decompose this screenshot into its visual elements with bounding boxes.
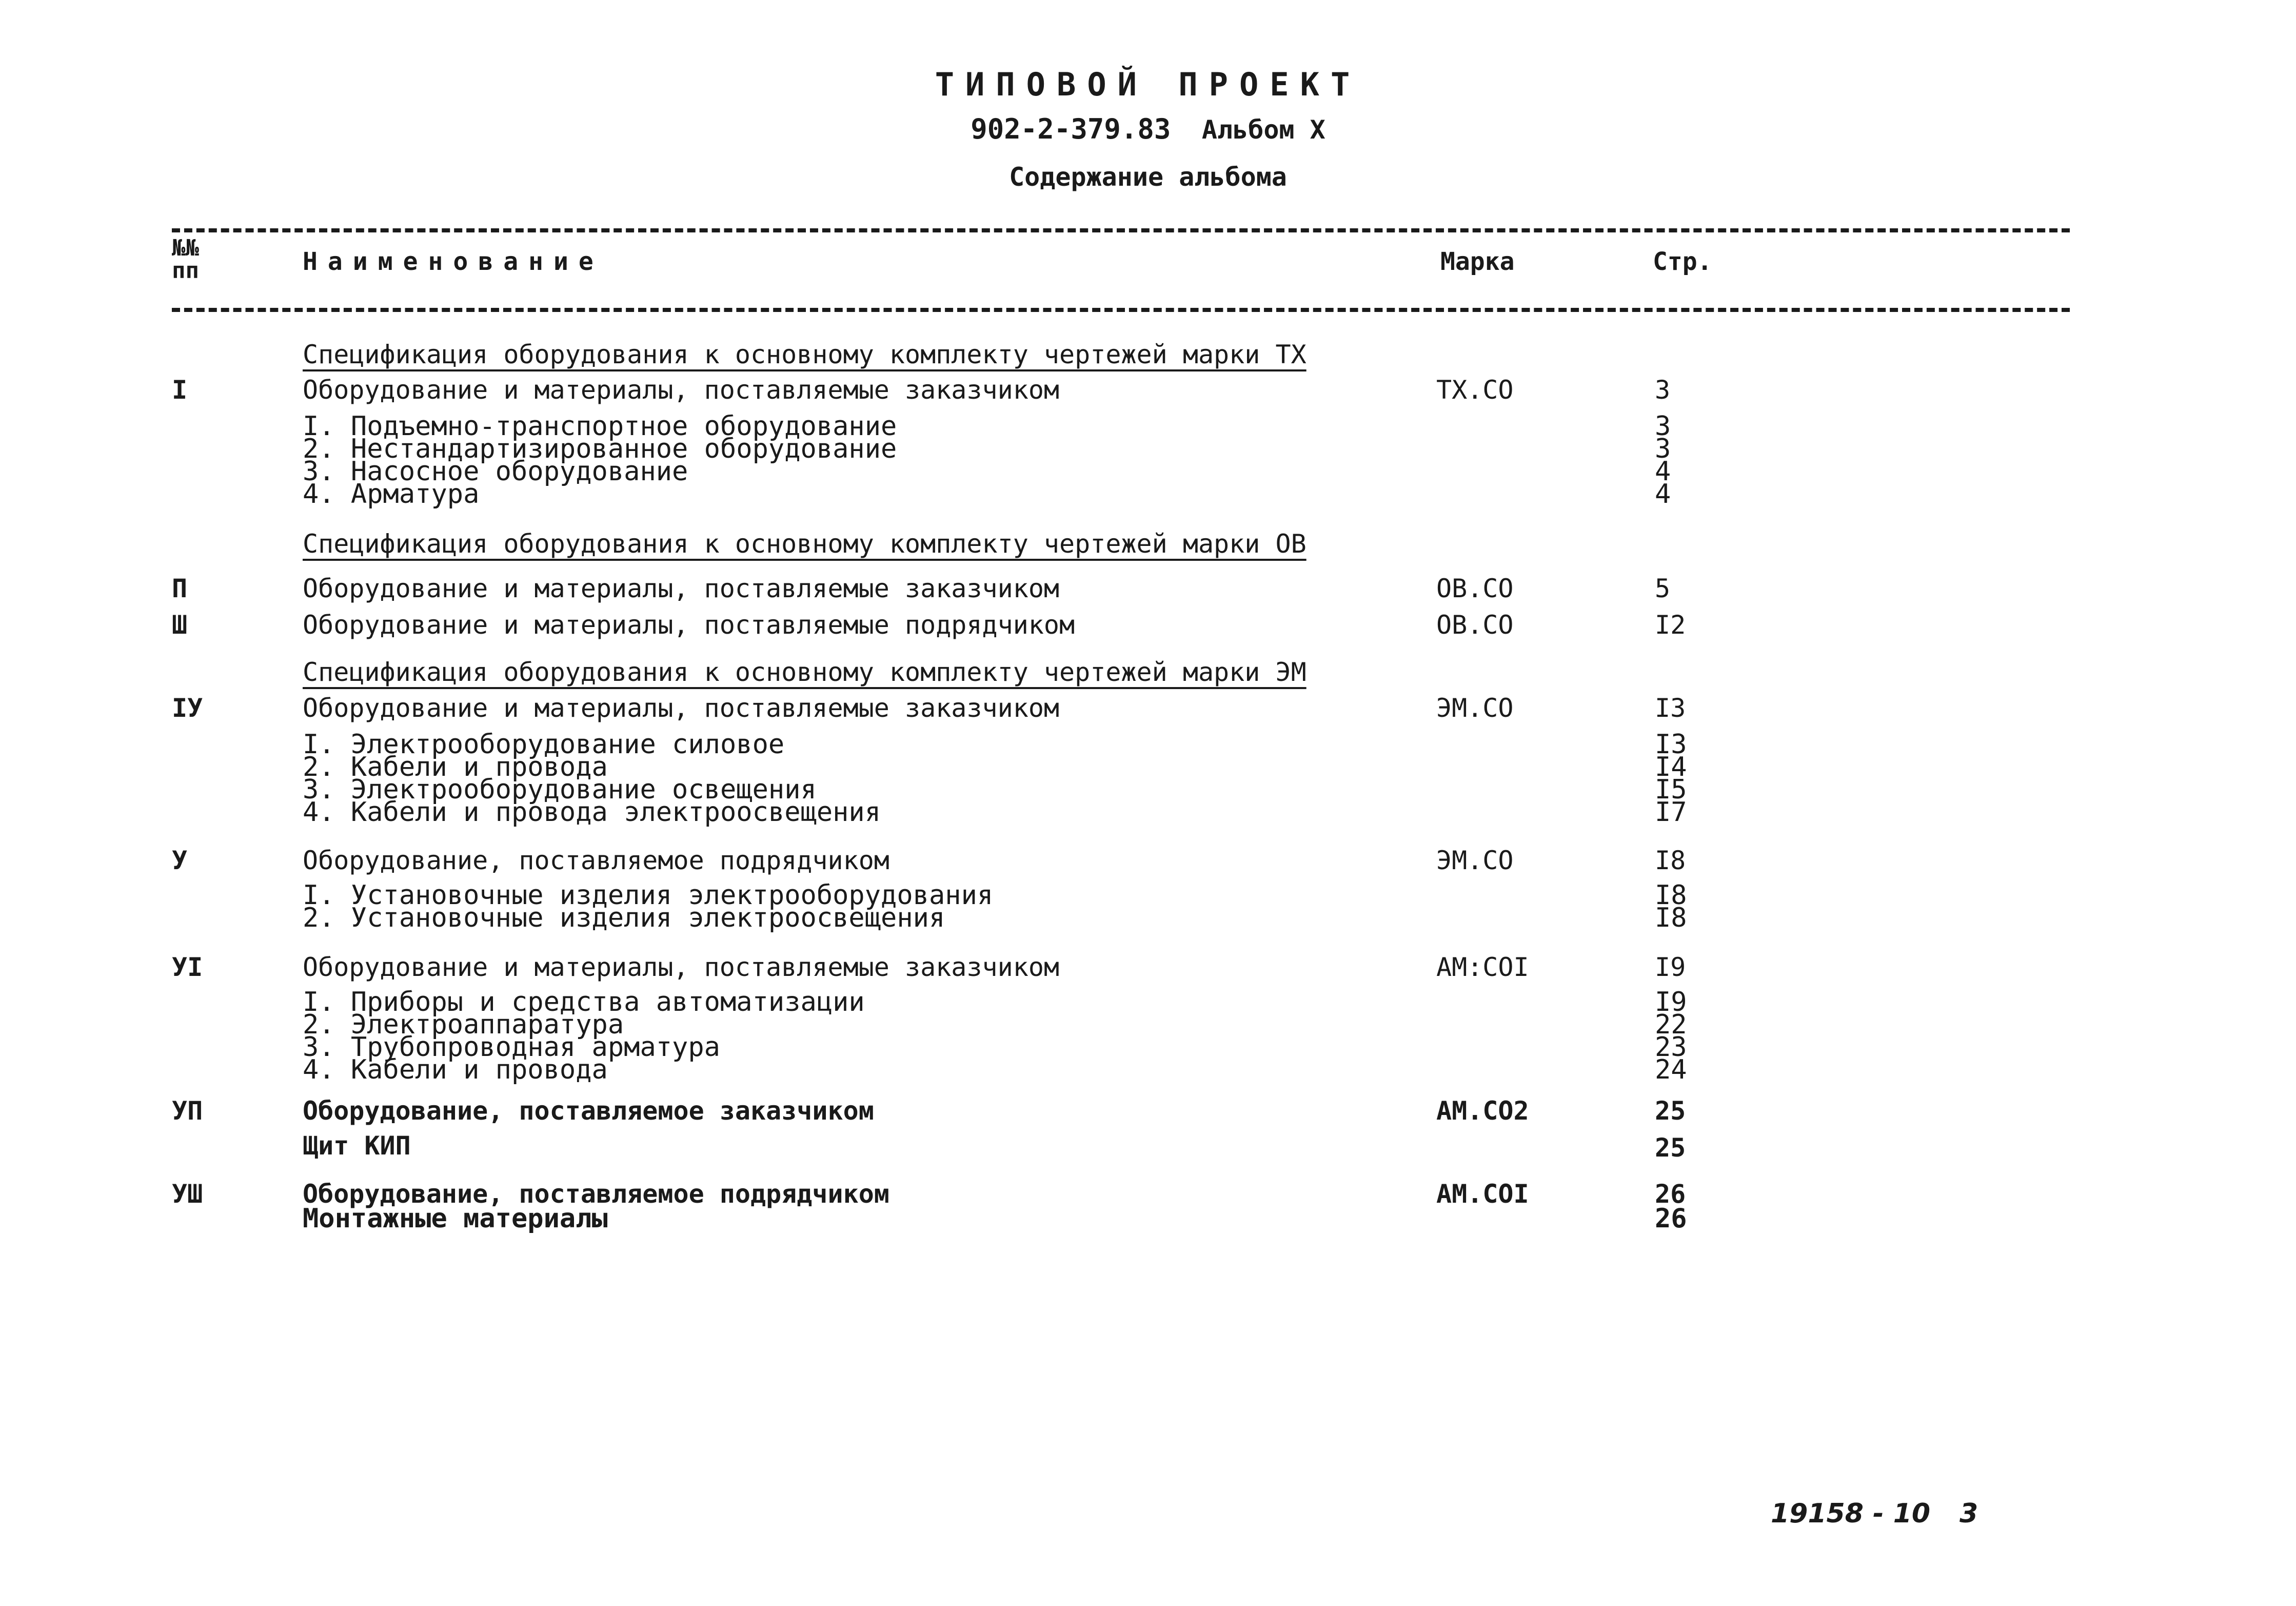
sub-item: 4. Арматура — [303, 479, 480, 510]
sub-item: Щит КИП — [303, 1131, 411, 1161]
section-heading-em: Спецификация оборудования к основному комплекту чертежей марки ЭМ — [303, 657, 1307, 687]
row-number: I — [172, 375, 188, 405]
row-mark: АМ.СОI — [1436, 1179, 1529, 1209]
row-page: I9 — [1655, 952, 1686, 982]
row-name: Оборудование и материалы, поставляемые заказчиком — [303, 375, 1060, 405]
row-name: Оборудование, поставляемое подрядчиком — [303, 846, 889, 875]
document-title: ТИПОВОЙ ПРОЕКТ — [935, 66, 1361, 103]
column-header-name: Наименование — [303, 247, 604, 276]
sub-item-page: 4 — [1655, 456, 1671, 487]
row-mark: ОВ.СО — [1436, 574, 1514, 603]
row-number: IУ — [172, 693, 203, 723]
sub-item: 4. Кабели и провода — [303, 1054, 608, 1085]
sub-item-page: 22 — [1655, 1009, 1687, 1040]
row-name: Оборудование и материалы, поставляемые заказчиком — [303, 693, 1060, 723]
row-mark: АМ:СОI — [1436, 952, 1529, 982]
sub-item: 2. Кабели и провода — [303, 752, 608, 782]
row-mark: ОВ.СО — [1436, 610, 1514, 640]
row-number: УП — [172, 1096, 203, 1126]
sub-item-page: 3 — [1655, 434, 1671, 464]
row-name: Оборудование, поставляемое подрядчиком — [303, 1179, 889, 1209]
row-mark: АМ.СО2 — [1436, 1096, 1529, 1126]
sub-item-page: 26 — [1655, 1203, 1687, 1234]
column-header-number: №№ пп — [172, 235, 199, 284]
sub-item-page: I9 — [1655, 987, 1687, 1017]
row-number: П — [172, 574, 188, 603]
row-page: I2 — [1655, 610, 1686, 640]
row-mark: ЭМ.СО — [1436, 693, 1514, 723]
row-mark: ЭМ.СО — [1436, 846, 1514, 875]
sub-item-page: I5 — [1655, 774, 1687, 805]
document-code: 19158 - 10 — [1771, 1498, 1931, 1529]
sub-item: 3. Электрооборудование освещения — [303, 774, 817, 805]
sub-item-page: 23 — [1655, 1032, 1687, 1063]
sub-item: I. Электрооборудование силовое — [303, 729, 785, 760]
project-code: 902-2-379.83 — [971, 113, 1171, 145]
sub-item: I. Приборы и средства автоматизации — [303, 987, 865, 1017]
row-number: У — [172, 846, 188, 875]
section-heading-tx: Спецификация оборудования к основному комплекту чертежей марки ТХ — [303, 340, 1307, 369]
page-number: 3 — [1959, 1498, 1978, 1529]
column-header-page: Стр. — [1653, 247, 1712, 276]
sub-item: 3. Насосное оборудование — [303, 456, 688, 487]
row-name: Оборудование и материалы, поставляемые подрядчиком — [303, 610, 1075, 640]
sub-item: 4. Кабели и провода электроосвещения — [303, 797, 881, 828]
section-heading-ov: Спецификация оборудования к основному комплекту чертежей марки ОВ — [303, 529, 1307, 559]
sub-item: 2. Нестандартизированное оборудование — [303, 434, 897, 464]
album-label: Альбом Х — [1201, 115, 1325, 145]
row-page: 26 — [1655, 1179, 1686, 1209]
column-header-mark: Марка — [1440, 247, 1515, 276]
sub-item-page: I7 — [1655, 797, 1687, 828]
sub-item: 2. Электроаппаратура — [303, 1009, 624, 1040]
row-mark: ТХ.СО — [1436, 375, 1514, 405]
sub-item-page: I8 — [1655, 880, 1687, 911]
project-code-line — [0, 113, 2296, 145]
row-number: Ш — [172, 610, 188, 640]
row-page: I3 — [1655, 693, 1686, 723]
sub-item-page: 3 — [1655, 411, 1671, 442]
sub-item-page: I4 — [1655, 752, 1687, 782]
row-name: Оборудование, поставляемое заказчиком — [303, 1096, 874, 1126]
row-page: 3 — [1655, 375, 1671, 405]
sub-item: 3. Трубопроводная арматура — [303, 1032, 720, 1063]
row-name: Оборудование и материалы, поставляемые заказчиком — [303, 952, 1060, 982]
sub-item: Монтажные материалы — [303, 1203, 608, 1234]
sub-item: 2. Установочные изделия электроосвещения — [303, 903, 945, 933]
sub-item: I. Подъемно-транспортное оборудование — [303, 411, 897, 442]
row-number: УI — [172, 952, 203, 982]
row-page: 5 — [1655, 574, 1671, 603]
sub-item-page: 25 — [1655, 1133, 1686, 1163]
sub-item-page: 4 — [1655, 479, 1671, 510]
row-page: 25 — [1655, 1096, 1686, 1126]
sub-item-page: I3 — [1655, 729, 1687, 760]
sub-item-page: 24 — [1655, 1054, 1687, 1085]
sub-item: I. Установочные изделия электрооборудования — [303, 880, 994, 911]
header-top-divider — [172, 228, 2070, 232]
header-bottom-divider — [172, 308, 2070, 312]
row-page: I8 — [1655, 846, 1686, 875]
contents-caption: Содержание альбома — [1009, 162, 1287, 192]
row-number: УШ — [172, 1179, 203, 1209]
sub-item-page: I8 — [1655, 903, 1687, 933]
row-name: Оборудование и материалы, поставляемые заказчиком — [303, 574, 1060, 603]
